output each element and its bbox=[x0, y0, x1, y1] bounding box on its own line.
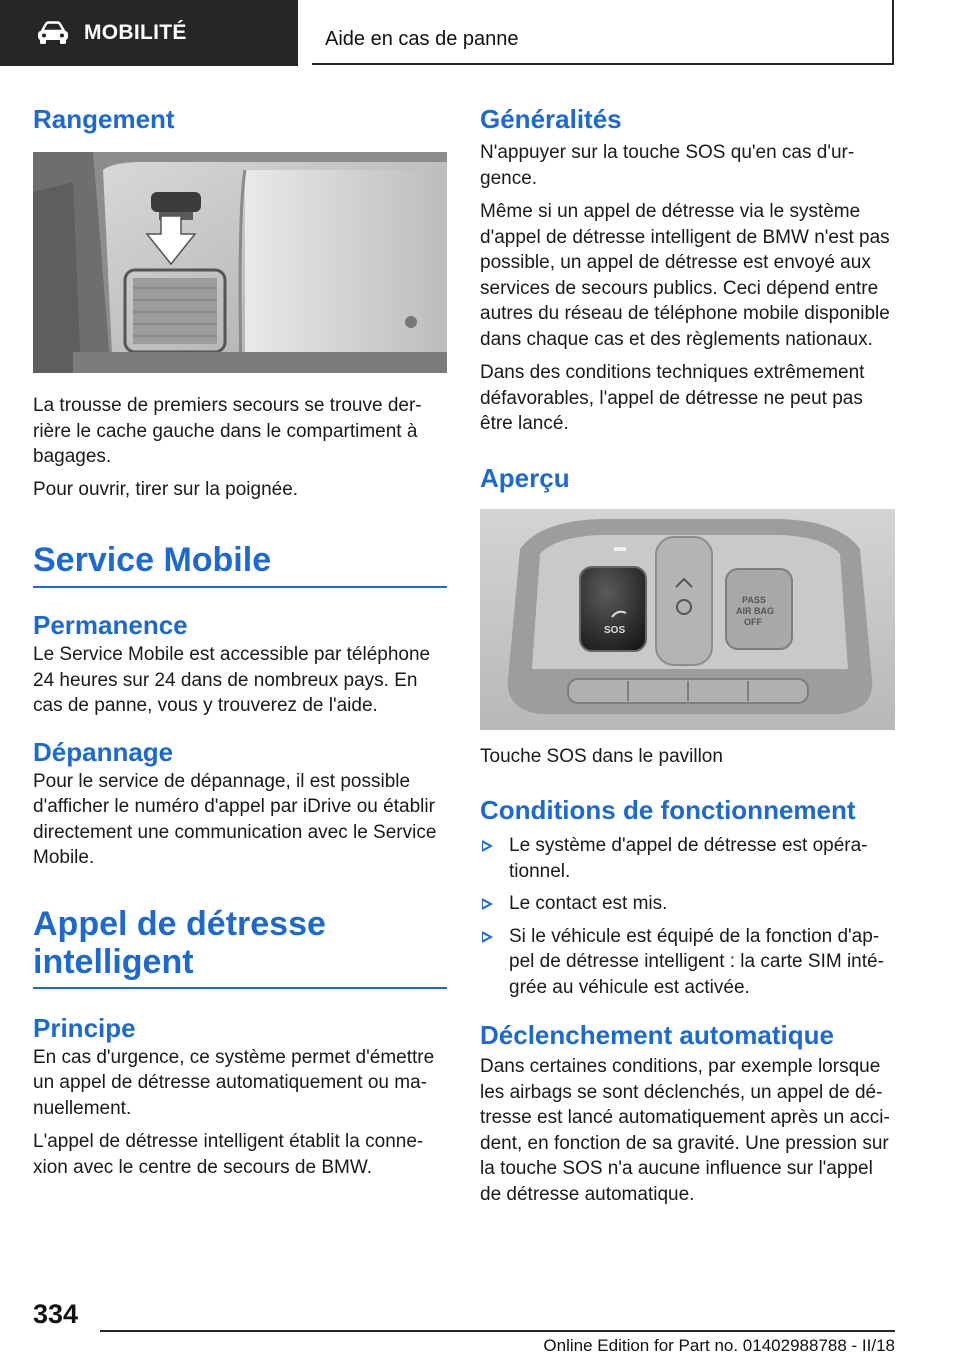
heading-appel-detresse bbox=[33, 905, 447, 989]
right-column bbox=[480, 96, 895, 1207]
rangement-paragraph-1: La trousse de premiers secours se trouve der-rière le cache gauche dans le compartiment à bagages. bbox=[33, 395, 422, 467]
off-label: OFF bbox=[744, 616, 762, 627]
declenchement-paragraph: Dans certaines conditions, par exemple lorsque les airbags se sont déclenchés, un appel de dé-tresse est lancé automatiquement après un acci-dent, en fonction de sa gravité. Une pression sur la touche SOS n'a aucune influence sur l'appel de détresse automatique. bbox=[480, 1056, 890, 1205]
chapter-tab bbox=[312, 0, 894, 65]
sos-button-photo bbox=[480, 509, 895, 730]
bullet-triangle-icon bbox=[482, 898, 493, 910]
pass-label: PASS bbox=[742, 594, 766, 605]
chapter-label: Aide en cas de panne bbox=[325, 28, 519, 50]
principe-paragraph-2: L'appel de détresse intelligent établit la conne-xion avec le centre de secours de BMW. bbox=[33, 1131, 424, 1178]
list-item-text: Le contact est mis. bbox=[509, 893, 668, 914]
apercu-caption: Touche SOS dans le pavillon bbox=[480, 745, 723, 767]
airbag-label: AIR BAG bbox=[736, 605, 774, 616]
list-item-text: Si le véhicule est équipé de la fonction d'ap-pel de détresse intelligent : la carte SIM inté-grée au véhicule est activée. bbox=[509, 925, 884, 998]
heading-appel-line1: Appel de détresse bbox=[33, 904, 326, 943]
heading-permanence: Permanence bbox=[33, 610, 188, 640]
sos-label: SOS bbox=[604, 624, 626, 636]
rangement-paragraph-2: Pour ouvrir, tirer sur la poignée. bbox=[33, 478, 299, 500]
page-header bbox=[0, 0, 960, 66]
left-column bbox=[33, 96, 447, 1180]
list-item bbox=[480, 833, 895, 884]
heading-generalites: Généralités bbox=[480, 104, 622, 134]
principe-paragraph-1: En cas d'urgence, ce système permet d'émettre un appel de détresse automatiquement ou ma-nuellement. bbox=[33, 1046, 435, 1119]
generalites-paragraph-1: N'appuyer sur la touche SOS qu'en cas d'ur-gence. bbox=[480, 142, 855, 189]
heading-conditions: Conditions de fonctionnement bbox=[480, 795, 856, 825]
car-icon bbox=[36, 21, 70, 45]
list-item bbox=[480, 924, 895, 1001]
heading-principe: Principe bbox=[33, 1012, 136, 1043]
list-item bbox=[480, 891, 895, 917]
section-tab bbox=[0, 0, 298, 66]
heading-appel-line2: intelligent bbox=[33, 942, 194, 981]
depannage-paragraph: Pour le service de dépannage, il est possible d'afficher le numéro d'appel par iDrive ou établir directement une communication avec le Service Mobile. bbox=[33, 770, 437, 868]
heading-service-mobile: Service Mobile bbox=[33, 540, 447, 588]
generalites-paragraph-3: Dans des conditions techniques extrêmement défavorables, l'appel de détresse ne peut pas être lancé. bbox=[480, 362, 865, 434]
heading-depannage: Dépannage bbox=[33, 736, 174, 767]
bullet-triangle-icon bbox=[482, 840, 493, 852]
generalites-paragraph-2: Même si un appel de détresse via le système d'appel de détresse intelligent de BMW n'est pas possible, un appel de détresse est envoyé aux services de secours publics. Ceci dépend entre autres du réseau de téléphone mobile disponible dans chaque cas et des règlements nationaux. bbox=[480, 201, 890, 350]
conditions-list bbox=[480, 833, 895, 1000]
heading-apercu: Aperçu bbox=[480, 462, 570, 493]
permanence-paragraph: Le Service Mobile est accessible par téléphone 24 heures sur 24 dans de nombreux pays. En cas de panne, vous y trouverez de l'aide. bbox=[33, 644, 431, 716]
list-item-text: Le système d'appel de détresse est opéra-tionnel. bbox=[509, 835, 868, 882]
bullet-triangle-icon bbox=[482, 931, 493, 943]
trunk-compartment-photo bbox=[33, 152, 447, 373]
heading-rangement: Rangement bbox=[33, 104, 175, 134]
section-label: MOBILITÉ bbox=[84, 21, 187, 44]
heading-declenchement: Déclenchement automatique bbox=[480, 1020, 834, 1050]
edition-note: Online Edition for Part no. 01402988788 - II/18 bbox=[543, 1336, 895, 1355]
footer-divider bbox=[100, 1330, 895, 1332]
page-number: 334 bbox=[33, 1299, 79, 1329]
